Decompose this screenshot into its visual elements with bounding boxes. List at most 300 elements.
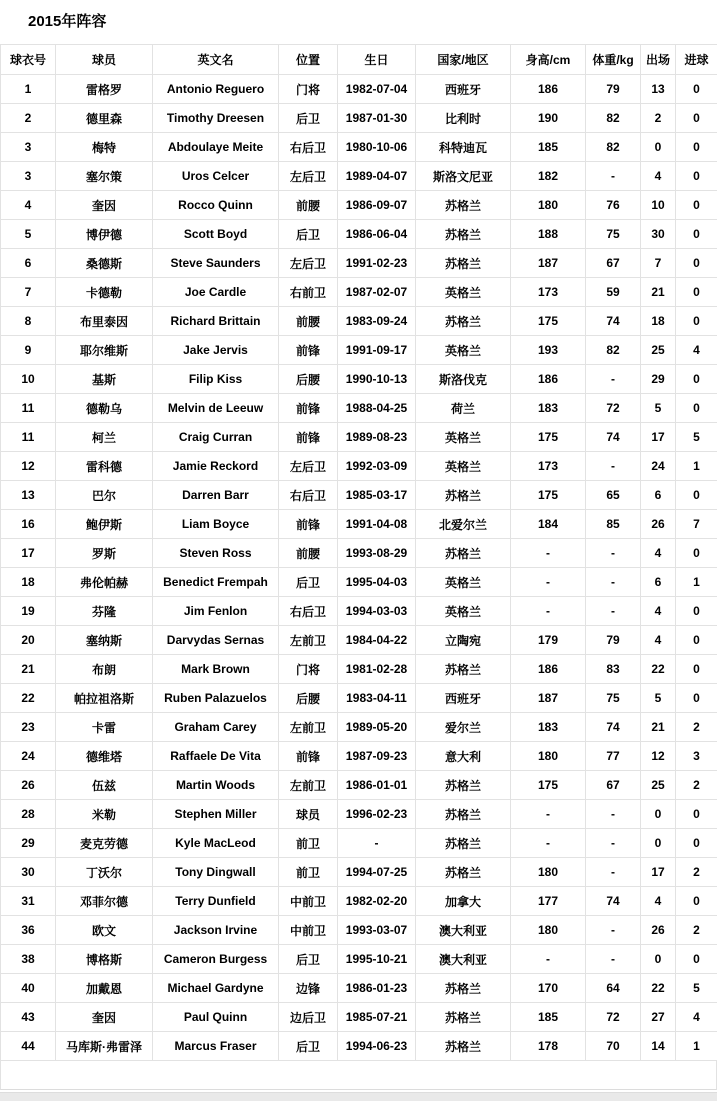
cell-goals: 0 xyxy=(676,191,717,220)
cell-position: 前腰 xyxy=(279,539,338,568)
cell-goals: 1 xyxy=(676,452,717,481)
cell-jersey-number: 8 xyxy=(1,307,56,336)
cell-position: 前锋 xyxy=(279,510,338,539)
cell-weight-kg: 64 xyxy=(586,974,641,1003)
cell-birthday: 1989-05-20 xyxy=(338,713,416,742)
cell-weight-kg: - xyxy=(586,568,641,597)
table-row xyxy=(1,887,717,916)
cell-appearances: 0 xyxy=(641,829,676,858)
cell-height-cm: 187 xyxy=(511,684,586,713)
cell-player-name-cn: 柯兰 xyxy=(56,423,153,452)
cell-player-name-cn: 帕拉祖洛斯 xyxy=(56,684,153,713)
cell-player-name-cn: 丁沃尔 xyxy=(56,858,153,887)
cell-position: 前卫 xyxy=(279,829,338,858)
cell-birthday: 1994-03-03 xyxy=(338,597,416,626)
cell-jersey-number: 29 xyxy=(1,829,56,858)
cell-position: 前锋 xyxy=(279,394,338,423)
cell-appearances: 5 xyxy=(641,394,676,423)
cell-player-name-cn: 塞纳斯 xyxy=(56,626,153,655)
cell-weight-kg: - xyxy=(586,539,641,568)
cell-country: 英格兰 xyxy=(416,423,511,452)
cell-player-name-cn: 梅特 xyxy=(56,133,153,162)
cell-height-cm: 188 xyxy=(511,220,586,249)
cell-weight-kg: 74 xyxy=(586,307,641,336)
cell-goals: 0 xyxy=(676,75,717,104)
cell-birthday: 1991-02-23 xyxy=(338,249,416,278)
cell-appearances: 4 xyxy=(641,626,676,655)
cell-position: 球员 xyxy=(279,800,338,829)
cell-weight-kg: 79 xyxy=(586,626,641,655)
cell-weight-kg: 67 xyxy=(586,249,641,278)
cell-position: 左前卫 xyxy=(279,771,338,800)
cell-country: 立陶宛 xyxy=(416,626,511,655)
cell-country: 苏格兰 xyxy=(416,539,511,568)
cell-position: 边锋 xyxy=(279,974,338,1003)
cell-player-name-en: Raffaele De Vita xyxy=(153,742,279,771)
cell-player-name-cn: 罗斯 xyxy=(56,539,153,568)
cell-jersey-number: 19 xyxy=(1,597,56,626)
cell-country: 斯洛文尼亚 xyxy=(416,162,511,191)
cell-player-name-en: Joe Cardle xyxy=(153,278,279,307)
table-row xyxy=(1,568,717,597)
cell-player-name-en: Darren Barr xyxy=(153,481,279,510)
cell-height-cm: 187 xyxy=(511,249,586,278)
cell-weight-kg: 83 xyxy=(586,655,641,684)
cell-height-cm: 180 xyxy=(511,742,586,771)
cell-jersey-number: 40 xyxy=(1,974,56,1003)
cell-country: 英格兰 xyxy=(416,278,511,307)
cell-position: 后腰 xyxy=(279,684,338,713)
cell-goals: 0 xyxy=(676,597,717,626)
table-row xyxy=(1,104,717,133)
cell-player-name-cn: 布里泰因 xyxy=(56,307,153,336)
cell-position: 右前卫 xyxy=(279,278,338,307)
cell-jersey-number: 23 xyxy=(1,713,56,742)
cell-player-name-cn: 米勒 xyxy=(56,800,153,829)
cell-height-cm: 177 xyxy=(511,887,586,916)
table-row xyxy=(1,829,717,858)
cell-goals: 2 xyxy=(676,916,717,945)
cell-player-name-en: Marcus Fraser xyxy=(153,1032,279,1061)
cell-player-name-en: Terry Dunfield xyxy=(153,887,279,916)
cell-weight-kg: - xyxy=(586,597,641,626)
cell-height-cm: - xyxy=(511,597,586,626)
cell-jersey-number: 4 xyxy=(1,191,56,220)
cell-appearances: 17 xyxy=(641,858,676,887)
cell-jersey-number: 11 xyxy=(1,423,56,452)
cell-height-cm: - xyxy=(511,945,586,974)
cell-player-name-cn: 德维塔 xyxy=(56,742,153,771)
cell-jersey-number: 28 xyxy=(1,800,56,829)
cell-height-cm: 175 xyxy=(511,481,586,510)
cell-birthday: 1996-02-23 xyxy=(338,800,416,829)
cell-goals: 0 xyxy=(676,800,717,829)
column-header-country: 国家/地区 xyxy=(416,45,511,75)
cell-country: 苏格兰 xyxy=(416,800,511,829)
cell-weight-kg: - xyxy=(586,365,641,394)
cell-birthday: 1982-02-20 xyxy=(338,887,416,916)
cell-weight-kg: 79 xyxy=(586,75,641,104)
cell-weight-kg: - xyxy=(586,858,641,887)
cell-player-name-cn: 加戴恩 xyxy=(56,974,153,1003)
cell-country: 比利时 xyxy=(416,104,511,133)
cell-birthday: 1985-03-17 xyxy=(338,481,416,510)
cell-goals: 0 xyxy=(676,133,717,162)
cell-weight-kg: 70 xyxy=(586,1032,641,1061)
cell-appearances: 14 xyxy=(641,1032,676,1061)
cell-height-cm: 183 xyxy=(511,713,586,742)
cell-jersey-number: 12 xyxy=(1,452,56,481)
cell-position: 门将 xyxy=(279,655,338,684)
cell-country: 苏格兰 xyxy=(416,829,511,858)
cell-position: 右后卫 xyxy=(279,133,338,162)
cell-goals: 0 xyxy=(676,307,717,336)
table-row xyxy=(1,858,717,887)
column-header-player-name-en: 英文名 xyxy=(153,45,279,75)
cell-birthday: 1990-10-13 xyxy=(338,365,416,394)
cell-position: 前锋 xyxy=(279,336,338,365)
cell-birthday: 1993-08-29 xyxy=(338,539,416,568)
cell-weight-kg: - xyxy=(586,800,641,829)
table-row xyxy=(1,713,717,742)
cell-appearances: 22 xyxy=(641,655,676,684)
cell-weight-kg: 76 xyxy=(586,191,641,220)
cell-weight-kg: 77 xyxy=(586,742,641,771)
cell-position: 前锋 xyxy=(279,423,338,452)
cell-birthday: 1994-07-25 xyxy=(338,858,416,887)
cell-goals: 0 xyxy=(676,104,717,133)
cell-position: 后卫 xyxy=(279,945,338,974)
cell-position: 左后卫 xyxy=(279,249,338,278)
roster-table xyxy=(0,44,717,1061)
table-row xyxy=(1,191,717,220)
cell-player-name-en: Darvydas Sernas xyxy=(153,626,279,655)
cell-player-name-cn: 博格斯 xyxy=(56,945,153,974)
cell-country: 科特迪瓦 xyxy=(416,133,511,162)
cell-player-name-cn: 塞尔策 xyxy=(56,162,153,191)
cell-player-name-cn: 弗伦帕赫 xyxy=(56,568,153,597)
cell-weight-kg: - xyxy=(586,829,641,858)
cell-player-name-en: Rocco Quinn xyxy=(153,191,279,220)
cell-appearances: 6 xyxy=(641,481,676,510)
cell-country: 英格兰 xyxy=(416,597,511,626)
cell-birthday: 1985-07-21 xyxy=(338,1003,416,1032)
table-row xyxy=(1,133,717,162)
cell-country: 英格兰 xyxy=(416,336,511,365)
cell-height-cm: 180 xyxy=(511,916,586,945)
cell-goals: 0 xyxy=(676,655,717,684)
table-row xyxy=(1,916,717,945)
cell-player-name-en: Filip Kiss xyxy=(153,365,279,394)
cell-weight-kg: 74 xyxy=(586,887,641,916)
cell-appearances: 27 xyxy=(641,1003,676,1032)
cell-goals: 0 xyxy=(676,220,717,249)
cell-weight-kg: 65 xyxy=(586,481,641,510)
column-header-height-cm: 身高/cm xyxy=(511,45,586,75)
cell-birthday: 1989-08-23 xyxy=(338,423,416,452)
column-header-player-name-cn: 球员 xyxy=(56,45,153,75)
cell-height-cm: 180 xyxy=(511,191,586,220)
cell-player-name-en: Jackson Irvine xyxy=(153,916,279,945)
table-row xyxy=(1,1003,717,1032)
cell-position: 后腰 xyxy=(279,365,338,394)
cell-birthday: 1991-04-08 xyxy=(338,510,416,539)
cell-weight-kg: 82 xyxy=(586,336,641,365)
cell-appearances: 25 xyxy=(641,771,676,800)
cell-player-name-cn: 德勒乌 xyxy=(56,394,153,423)
cell-jersey-number: 31 xyxy=(1,887,56,916)
cell-player-name-cn: 雷科德 xyxy=(56,452,153,481)
cell-country: 澳大利亚 xyxy=(416,945,511,974)
table-row xyxy=(1,278,717,307)
table-row xyxy=(1,162,717,191)
cell-birthday: 1992-03-09 xyxy=(338,452,416,481)
cell-goals: 0 xyxy=(676,539,717,568)
cell-goals: 1 xyxy=(676,1032,717,1061)
cell-birthday: 1986-01-01 xyxy=(338,771,416,800)
cell-jersey-number: 38 xyxy=(1,945,56,974)
cell-appearances: 7 xyxy=(641,249,676,278)
cell-appearances: 6 xyxy=(641,568,676,597)
cell-player-name-en: Benedict Frempah xyxy=(153,568,279,597)
cell-player-name-cn: 博伊德 xyxy=(56,220,153,249)
cell-birthday: 1987-01-30 xyxy=(338,104,416,133)
cell-height-cm: 175 xyxy=(511,423,586,452)
cell-position: 左前卫 xyxy=(279,626,338,655)
cell-height-cm: - xyxy=(511,800,586,829)
cell-country: 苏格兰 xyxy=(416,655,511,684)
cell-goals: 3 xyxy=(676,742,717,771)
table-row xyxy=(1,220,717,249)
cell-position: 左前卫 xyxy=(279,713,338,742)
cell-player-name-cn: 巴尔 xyxy=(56,481,153,510)
cell-height-cm: 184 xyxy=(511,510,586,539)
cell-height-cm: 183 xyxy=(511,394,586,423)
cell-player-name-cn: 桑德斯 xyxy=(56,249,153,278)
cell-player-name-en: Richard Brittain xyxy=(153,307,279,336)
cell-goals: 5 xyxy=(676,423,717,452)
cell-height-cm: 193 xyxy=(511,336,586,365)
cell-jersey-number: 24 xyxy=(1,742,56,771)
table-row xyxy=(1,684,717,713)
table-row xyxy=(1,626,717,655)
column-header-goals: 进球 xyxy=(676,45,717,75)
cell-player-name-en: Mark Brown xyxy=(153,655,279,684)
cell-jersey-number: 5 xyxy=(1,220,56,249)
cell-jersey-number: 9 xyxy=(1,336,56,365)
cell-height-cm: - xyxy=(511,829,586,858)
cell-height-cm: 175 xyxy=(511,307,586,336)
cell-jersey-number: 11 xyxy=(1,394,56,423)
cell-appearances: 26 xyxy=(641,510,676,539)
cell-jersey-number: 7 xyxy=(1,278,56,307)
table-row xyxy=(1,481,717,510)
cell-player-name-en: Scott Boyd xyxy=(153,220,279,249)
cell-player-name-cn: 欧文 xyxy=(56,916,153,945)
cell-appearances: 21 xyxy=(641,713,676,742)
cell-weight-kg: 67 xyxy=(586,771,641,800)
cell-position: 边后卫 xyxy=(279,1003,338,1032)
table-row xyxy=(1,423,717,452)
cell-height-cm: 185 xyxy=(511,133,586,162)
cell-player-name-cn: 德里森 xyxy=(56,104,153,133)
cell-player-name-en: Antonio Reguero xyxy=(153,75,279,104)
cell-player-name-en: Timothy Dreesen xyxy=(153,104,279,133)
cell-height-cm: 180 xyxy=(511,858,586,887)
cell-appearances: 4 xyxy=(641,887,676,916)
cell-weight-kg: 59 xyxy=(586,278,641,307)
cell-goals: 4 xyxy=(676,336,717,365)
cell-position: 后卫 xyxy=(279,568,338,597)
cell-jersey-number: 36 xyxy=(1,916,56,945)
cell-position: 后卫 xyxy=(279,1032,338,1061)
cell-birthday: 1995-10-21 xyxy=(338,945,416,974)
cell-player-name-cn: 布朗 xyxy=(56,655,153,684)
cell-jersey-number: 18 xyxy=(1,568,56,597)
cell-player-name-en: Steve Saunders xyxy=(153,249,279,278)
column-header-birthday: 生日 xyxy=(338,45,416,75)
cell-goals: 7 xyxy=(676,510,717,539)
cell-weight-kg: 82 xyxy=(586,133,641,162)
cell-country: 苏格兰 xyxy=(416,1003,511,1032)
cell-height-cm: 170 xyxy=(511,974,586,1003)
cell-birthday: 1983-09-24 xyxy=(338,307,416,336)
cell-weight-kg: - xyxy=(586,162,641,191)
cell-player-name-cn: 邓菲尔德 xyxy=(56,887,153,916)
cell-jersey-number: 16 xyxy=(1,510,56,539)
cell-player-name-en: Martin Woods xyxy=(153,771,279,800)
cell-jersey-number: 13 xyxy=(1,481,56,510)
cell-player-name-en: Liam Boyce xyxy=(153,510,279,539)
cell-birthday: 1986-06-04 xyxy=(338,220,416,249)
cell-player-name-en: Steven Ross xyxy=(153,539,279,568)
cell-birthday: 1986-09-07 xyxy=(338,191,416,220)
cell-birthday: 1982-07-04 xyxy=(338,75,416,104)
cell-position: 前腰 xyxy=(279,191,338,220)
cell-position: 左后卫 xyxy=(279,162,338,191)
cell-birthday: 1983-04-11 xyxy=(338,684,416,713)
cell-player-name-cn: 麦克劳德 xyxy=(56,829,153,858)
cell-goals: 0 xyxy=(676,394,717,423)
cell-weight-kg: - xyxy=(586,945,641,974)
cell-player-name-en: Cameron Burgess xyxy=(153,945,279,974)
table-row xyxy=(1,539,717,568)
cell-height-cm: - xyxy=(511,539,586,568)
cell-player-name-en: Michael Gardyne xyxy=(153,974,279,1003)
cell-jersey-number: 10 xyxy=(1,365,56,394)
cell-position: 中前卫 xyxy=(279,887,338,916)
table-row xyxy=(1,249,717,278)
cell-birthday: 1987-09-23 xyxy=(338,742,416,771)
table-row xyxy=(1,365,717,394)
cell-weight-kg: 72 xyxy=(586,1003,641,1032)
cell-player-name-en: Melvin de Leeuw xyxy=(153,394,279,423)
table-row xyxy=(1,75,717,104)
cell-jersey-number: 44 xyxy=(1,1032,56,1061)
cell-country: 加拿大 xyxy=(416,887,511,916)
cell-height-cm: 179 xyxy=(511,626,586,655)
cell-player-name-en: Paul Quinn xyxy=(153,1003,279,1032)
cell-player-name-en: Kyle MacLeod xyxy=(153,829,279,858)
cell-birthday: 1987-02-07 xyxy=(338,278,416,307)
cell-appearances: 4 xyxy=(641,539,676,568)
cell-jersey-number: 2 xyxy=(1,104,56,133)
cell-weight-kg: - xyxy=(586,452,641,481)
cell-goals: 2 xyxy=(676,858,717,887)
cell-player-name-cn: 奎因 xyxy=(56,1003,153,1032)
cell-appearances: 21 xyxy=(641,278,676,307)
cell-player-name-en: Jim Fenlon xyxy=(153,597,279,626)
cell-player-name-en: Ruben Palazuelos xyxy=(153,684,279,713)
cell-goals: 0 xyxy=(676,365,717,394)
cell-player-name-cn: 马库斯·弗雷泽 xyxy=(56,1032,153,1061)
cell-goals: 0 xyxy=(676,887,717,916)
cell-appearances: 10 xyxy=(641,191,676,220)
cell-country: 苏格兰 xyxy=(416,481,511,510)
cell-position: 中前卫 xyxy=(279,916,338,945)
cell-player-name-cn: 卡德勒 xyxy=(56,278,153,307)
cell-goals: 0 xyxy=(676,278,717,307)
cell-player-name-en: Tony Dingwall xyxy=(153,858,279,887)
table-row xyxy=(1,974,717,1003)
cell-jersey-number: 6 xyxy=(1,249,56,278)
cell-goals: 0 xyxy=(676,626,717,655)
cell-birthday: 1993-03-07 xyxy=(338,916,416,945)
table-row xyxy=(1,800,717,829)
cell-weight-kg: 72 xyxy=(586,394,641,423)
cell-goals: 0 xyxy=(676,945,717,974)
cell-position: 门将 xyxy=(279,75,338,104)
roster-table-body xyxy=(1,75,717,1061)
cell-jersey-number: 17 xyxy=(1,539,56,568)
cell-jersey-number: 43 xyxy=(1,1003,56,1032)
cell-appearances: 0 xyxy=(641,945,676,974)
column-header-jersey-number: 球衣号 xyxy=(1,45,56,75)
column-header-weight-kg: 体重/kg xyxy=(586,45,641,75)
page-title: 2015年阵容 xyxy=(28,13,107,30)
cell-player-name-en: Jamie Reckord xyxy=(153,452,279,481)
cell-country: 西班牙 xyxy=(416,75,511,104)
cell-player-name-cn: 芬隆 xyxy=(56,597,153,626)
cell-goals: 5 xyxy=(676,974,717,1003)
cell-goals: 2 xyxy=(676,713,717,742)
cell-birthday: - xyxy=(338,829,416,858)
cell-appearances: 29 xyxy=(641,365,676,394)
cell-player-name-cn: 卡雷 xyxy=(56,713,153,742)
cell-country: 英格兰 xyxy=(416,452,511,481)
cell-birthday: 1986-01-23 xyxy=(338,974,416,1003)
cell-birthday: 1989-04-07 xyxy=(338,162,416,191)
cell-height-cm: 173 xyxy=(511,278,586,307)
cell-appearances: 12 xyxy=(641,742,676,771)
cell-position: 前锋 xyxy=(279,742,338,771)
bottom-strip xyxy=(0,1092,717,1101)
cell-country: 意大利 xyxy=(416,742,511,771)
cell-weight-kg: 74 xyxy=(586,713,641,742)
cell-jersey-number: 21 xyxy=(1,655,56,684)
cell-player-name-en: Abdoulaye Meite xyxy=(153,133,279,162)
cell-goals: 0 xyxy=(676,829,717,858)
header-row xyxy=(1,45,717,75)
cell-appearances: 30 xyxy=(641,220,676,249)
cell-birthday: 1995-04-03 xyxy=(338,568,416,597)
cell-country: 苏格兰 xyxy=(416,220,511,249)
cell-height-cm: 175 xyxy=(511,771,586,800)
cell-position: 前卫 xyxy=(279,858,338,887)
cell-goals: 4 xyxy=(676,1003,717,1032)
cell-jersey-number: 3 xyxy=(1,162,56,191)
cell-goals: 0 xyxy=(676,481,717,510)
